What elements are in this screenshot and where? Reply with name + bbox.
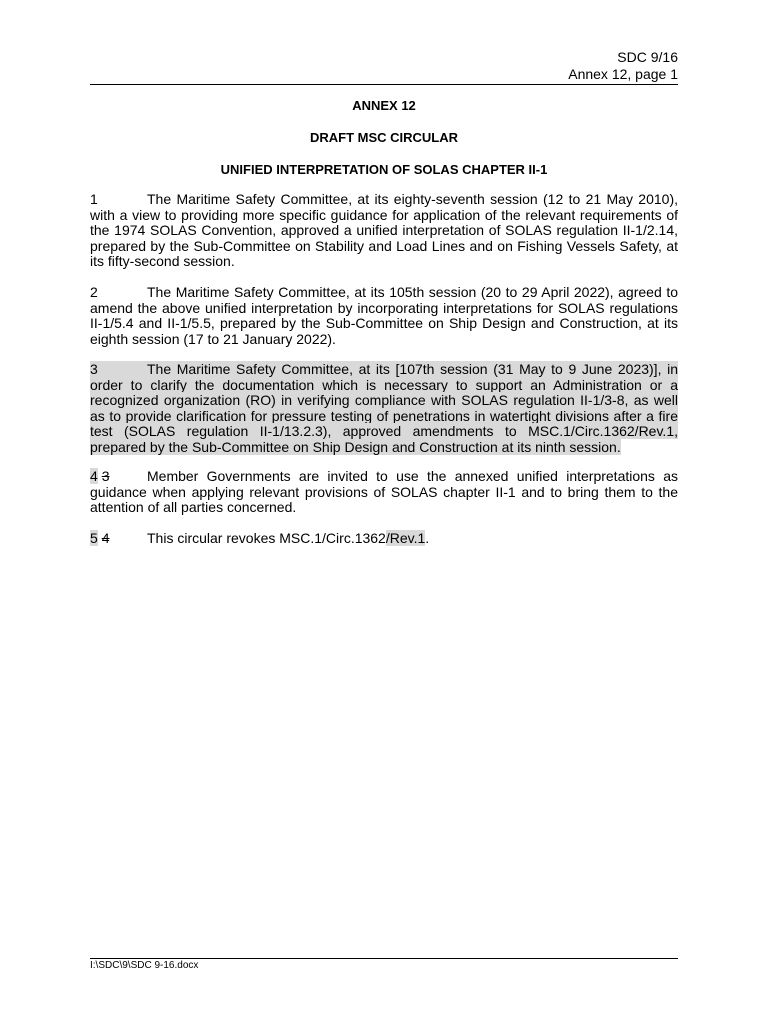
paragraph-number-new: 4 bbox=[90, 468, 98, 484]
paragraph-1 bbox=[90, 192, 678, 270]
footer-file-path: I:\SDC\9\SDC 9-16.docx bbox=[90, 960, 199, 971]
paragraph-text: Member Governments are invited to use the annexed unified interpretations as guidance when applying relevant provisions of SOLAS chapter II-1 and to bring them to the attention of all parties concerned. bbox=[90, 468, 678, 515]
paragraph-4 bbox=[90, 469, 678, 516]
paragraph-number: 3 bbox=[90, 361, 98, 377]
draft-title: DRAFT MSC CIRCULAR bbox=[309, 130, 459, 145]
paragraph-3 bbox=[90, 362, 678, 455]
page-header bbox=[90, 49, 678, 83]
annex-title: ANNEX 12 bbox=[352, 98, 416, 113]
page-reference: Annex 12, page 1 bbox=[568, 66, 678, 82]
paragraph-number-old: 4 bbox=[101, 530, 110, 546]
paragraph-text-added: /Rev.1 bbox=[385, 530, 426, 546]
paragraph-number-new: 5 bbox=[90, 530, 98, 546]
doc-reference: SDC 9/16 bbox=[617, 49, 678, 65]
subject-title: UNIFIED INTERPRETATION OF SOLAS CHAPTER II-1 bbox=[220, 162, 548, 177]
paragraph-text: The Maritime Safety Committee, at its eighty-seventh session (12 to 21 May 2010), with a view to providing more specific guidance for application of the relevant requirements of the 1974 SOLAS Convention, approved a unified interpretation of SOLAS regulation II-1/2.14, prepared by the Sub-Committee on Stability and Load Lines and on Fishing Vessels Safety, at its fifty-second session. bbox=[90, 191, 678, 269]
paragraph-number: 2 bbox=[90, 284, 98, 300]
paragraph-text-end: . bbox=[425, 530, 430, 546]
paragraph-number bbox=[90, 469, 147, 485]
paragraph-text: This circular revokes MSC.1/Circ.1362 bbox=[147, 530, 386, 546]
paragraph-number bbox=[90, 531, 147, 547]
paragraph-number-old: 3 bbox=[101, 468, 110, 484]
paragraph-text: The Maritime Safety Committee, at its 105th session (20 to 29 April 2022), agreed to amend the above unified interpretation by incorporating interpretations for SOLAS regulations II-1/5.4 and II-1/5.5, prepared by the Sub-Committee on Ship Design and Construction, at its eighth session (17 to 21 January 2022). bbox=[90, 284, 678, 347]
header-rule bbox=[90, 84, 678, 85]
paragraph-5 bbox=[90, 531, 678, 547]
footer-rule bbox=[90, 958, 678, 959]
paragraph-number: 1 bbox=[90, 191, 98, 207]
paragraph-text: The Maritime Safety Committee, at its [107th session (31 May to 9 June 2023)], in order to clarify the documentation which is necessary to support an Administration or a recognized organization (RO) in verifying compliance with SOLAS regulation II-1/3-8, as well as to provide clarification for pressure testing of penetrations in watertight divisions after a fire test (SOLAS regulation II-1/13.2.3), approved amendments to MSC.1/Circ.1362/Rev.1, prepared by the Sub-Committee on Ship Design and Construction at its ninth session. bbox=[90, 361, 678, 455]
paragraph-2 bbox=[90, 285, 678, 347]
